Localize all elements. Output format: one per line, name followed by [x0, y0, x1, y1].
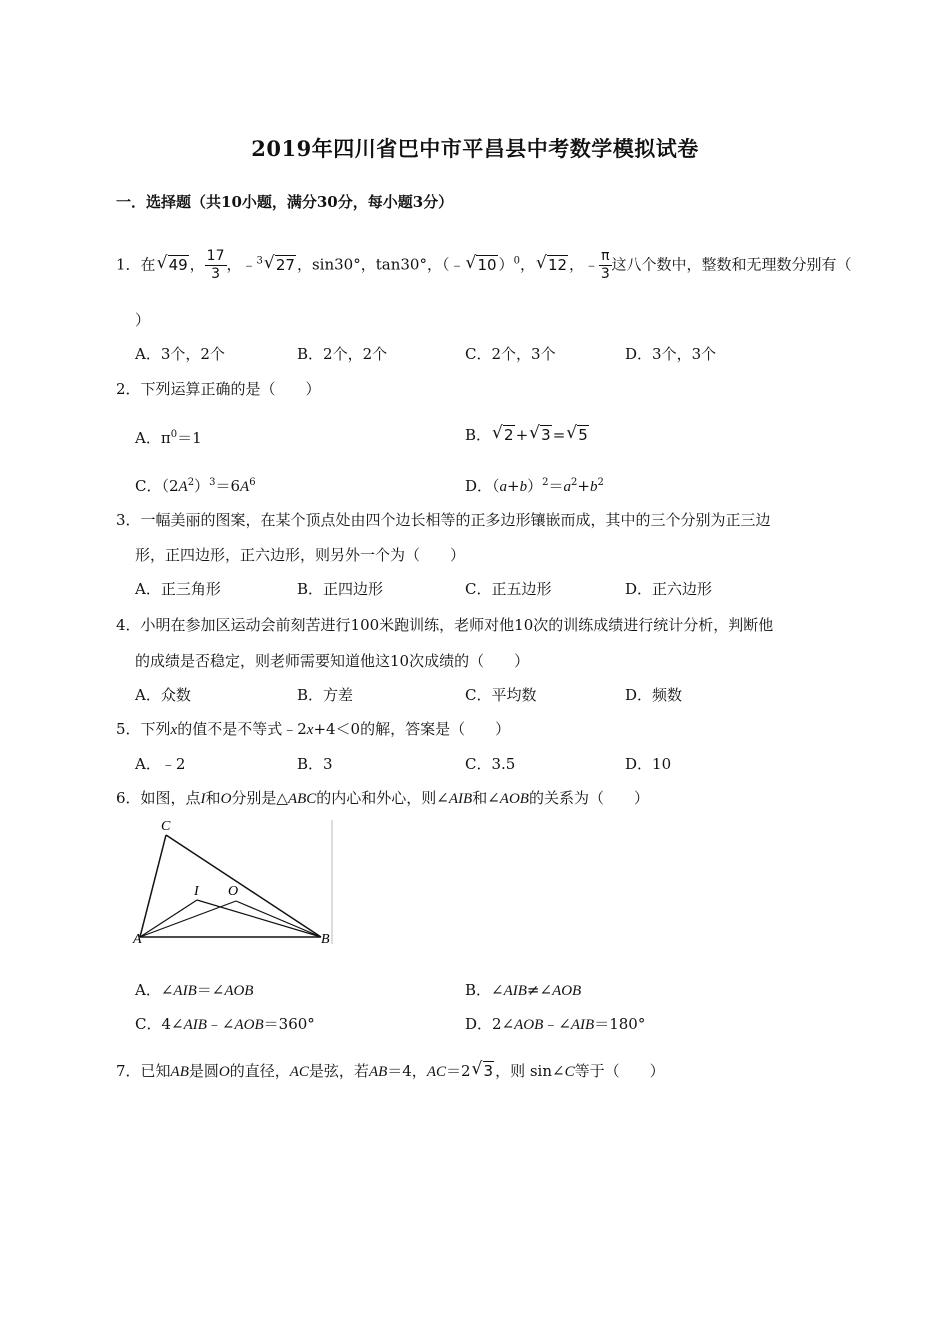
- q1-option-d: D．3个，3个: [625, 345, 717, 363]
- q5-option-b: B．3: [297, 755, 333, 773]
- question-1-close: ）: [135, 311, 151, 329]
- label-b: B: [321, 932, 330, 946]
- q1-option-b: B．2个，2个: [297, 345, 388, 363]
- q6-option-c: C．4∠AIB﹣∠AOB＝360°: [135, 1015, 315, 1033]
- segment-ib: [197, 900, 321, 937]
- q4-option-d: D．频数: [625, 686, 683, 704]
- page-title: 2019年四川省巴中市平昌县中考数学模拟试卷: [251, 136, 699, 161]
- question-7: 7．已知AB是圆O的直径，AC是弦，若AB＝4，AC＝2 √ 3 ，则 sin∠C等于（ ）: [116, 1059, 665, 1080]
- side-ac: [140, 835, 166, 937]
- sqrt-3: √ 3: [471, 1059, 494, 1080]
- q6-option-b: B．∠AIB≠∠AOB: [465, 981, 582, 999]
- label-i: I: [194, 884, 199, 899]
- q6-option-d: D．2∠AOB﹣∠AIB＝180°: [465, 1015, 646, 1033]
- question-3-line-1: 3．一幅美丽的图案，在某个顶点处由四个边长相等的正多边形镶嵌而成，其中的三个分别为正三边: [116, 511, 771, 529]
- q4-option-b: B．方差: [297, 686, 354, 704]
- cbrt-27: √ 27: [263, 252, 295, 274]
- q3-option-c: C．正五边形: [465, 580, 552, 598]
- q4-option-c: C．平均数: [465, 686, 537, 704]
- sqrt-10: √ 10: [465, 252, 497, 274]
- q4-option-a: A．众数: [135, 686, 191, 704]
- q6-option-a: A．∠AIB＝∠AOB: [135, 981, 254, 999]
- label-a: A: [133, 932, 142, 946]
- q2-option-b: B． √ 2 + √ 3 = √ 5: [465, 423, 588, 444]
- q5-option-d: D．10: [625, 755, 672, 773]
- question-1: 1．在 √ 49 ， $\frac{17}{3}$ ，﹣$^3$ √ 27 ，sin30°，tan30°，（﹣ √ 10 ）$^0$， √ 12 ，﹣ $\frac{\pi}{3}$ 这八个数中，整数和无理数分别有（: [116, 248, 852, 282]
- label-c: C: [161, 819, 171, 834]
- q2-option-a: A．$\pi^0=1$: [135, 429, 202, 447]
- q5-option-a: A．﹣2: [135, 755, 186, 773]
- fraction-pi-3: $\frac{\pi}{3}$: [600, 248, 610, 282]
- q5-option-c: C．3.5: [465, 755, 516, 773]
- sqrt-12: √ 12: [535, 252, 568, 274]
- q1-option-c: C．2个，3个: [465, 345, 556, 363]
- side-cb: [166, 835, 321, 937]
- q3-option-b: B．正四边形: [297, 580, 384, 598]
- question-4-line-1: 4．小明在参加区运动会前刻苦进行100米跑训练，老师对他10次的训练成绩进行统计分析，判断他: [116, 616, 774, 634]
- q3-option-d: D．正六边形: [625, 580, 713, 598]
- q1-option-a: A．3个，2个: [135, 345, 225, 363]
- fraction-17-3: $\frac{17}{3}$: [206, 248, 225, 282]
- label-o: O: [228, 884, 239, 899]
- question-3-line-2: 形，正四边形，正六边形，则另外一个为（ ）: [135, 546, 466, 564]
- q2-option-d: D．$(a+b)^2=a^2+b^2$: [465, 477, 604, 495]
- question-2: 2．下列运算正确的是（ ）: [116, 380, 321, 398]
- triangle-figure: [131, 818, 335, 946]
- question-6: 6．如图，点I和O分别是△ABC的内心和外心，则∠AIB和∠AOB的关系为（ ）: [116, 789, 649, 807]
- segment-ob: [236, 901, 321, 937]
- sqrt-49: √ 49: [156, 252, 188, 274]
- question-5: 5．下列x的值不是不等式﹣2x+4＜0的解，答案是（ ）: [116, 720, 511, 738]
- question-4-line-2: 的成绩是否稳定，则老师需要知道他这10次成绩的（ ）: [135, 652, 530, 670]
- q2-option-c: C．$(2A^2)^3=6A^6$: [135, 477, 256, 495]
- section-heading: 一．选择题（共10小题，满分30分，每小题3分）: [116, 193, 454, 211]
- q3-option-a: A．正三角形: [135, 580, 221, 598]
